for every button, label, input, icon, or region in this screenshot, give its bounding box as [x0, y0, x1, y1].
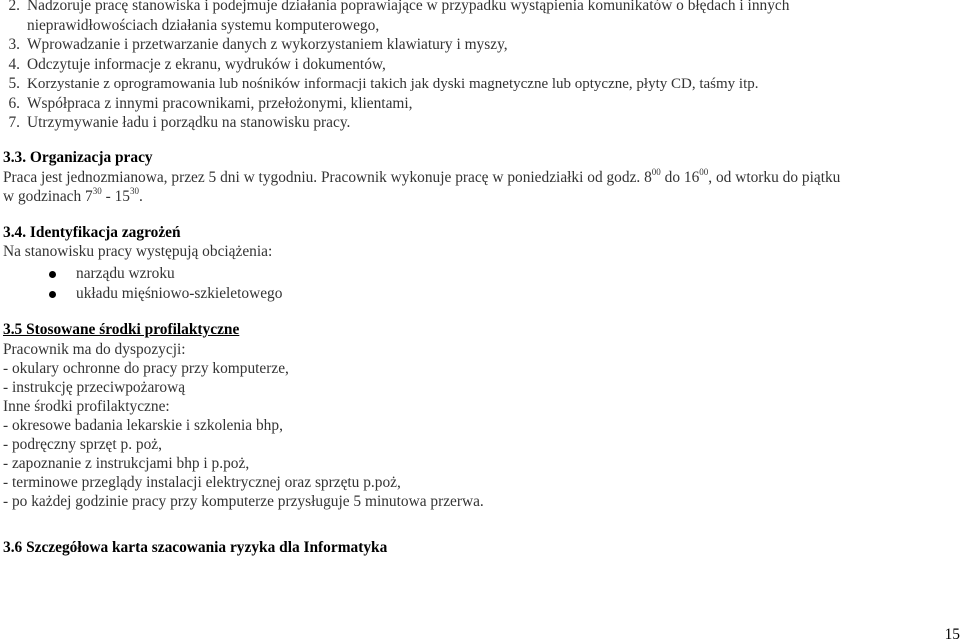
paragraph-text: - 15	[101, 188, 130, 205]
prevention-line: - okresowe badania lekarskie i szkolenia bhp,	[3, 417, 283, 434]
list-item-number: 4.	[8, 56, 20, 73]
list-item-text: nieprawidłowościach działania systemu komputerowego,	[27, 17, 380, 34]
work-schedule-paragraph-continuation	[3, 187, 143, 207]
paragraph-text: w godzinach 7	[3, 188, 93, 205]
prevention-line: Pracownik ma do dyspozycji:	[3, 341, 186, 358]
section-heading-3-5: 3.5 Stosowane środki profilaktyczne	[3, 321, 240, 338]
prevention-line: - instrukcję przeciwpożarową	[3, 379, 186, 396]
list-item-text: Odczytuje informacje z ekranu, wydruków i dokumentów,	[27, 56, 386, 73]
work-schedule-paragraph	[3, 168, 840, 188]
paragraph-text: Praca jest jednozmianowa, przez 5 dni w tygodniu. Pracownik wykonuje pracę w poniedziałki od godz. 8	[3, 169, 652, 186]
list-item-text: Wprowadzanie i przetwarzanie danych z wykorzystaniem klawiatury i myszy,	[27, 36, 508, 53]
list-item-number: 7.	[8, 114, 20, 131]
prevention-line: - terminowe przeglądy instalacji elektrycznej oraz sprzętu p.poż,	[3, 474, 401, 491]
list-item-text: Korzystanie z oprogramowania lub nośników informacji takich jak dyski magnetyczne lub optyczne, płyty CD, taśmy itp.	[27, 76, 759, 92]
prevention-line: - zapoznanie z instrukcjami bhp i p.poż,	[3, 455, 250, 472]
prevention-line: - podręczny sprzęt p. poż,	[3, 436, 162, 453]
superscript: 00	[699, 166, 709, 177]
section-heading-3-6: 3.6 Szczegółowa karta szacowania ryzyka dla Informatyka	[3, 539, 388, 556]
prevention-line: - okulary ochronne do pracy przy komputerze,	[3, 360, 289, 377]
superscript: 00	[651, 166, 661, 177]
list-item-number: 5.	[8, 75, 20, 92]
list-item-text: Nadzoruje pracę stanowiska i podejmuje działania poprawiające w przypadku wystąpienia komunikatów o błędach i innych	[27, 0, 790, 14]
bullet-text: układu mięśniowo-szkieletowego	[76, 285, 283, 302]
hazards-intro: Na stanowisku pracy występują obciążenia:	[3, 243, 273, 260]
list-item-text: Współpraca z innymi pracownikami, przełożonymi, klientami,	[27, 95, 413, 112]
section-heading-3-4: 3.4. Identyfikacja zagrożeń	[3, 224, 181, 241]
paragraph-text: .	[138, 188, 143, 205]
superscript: 30	[129, 185, 139, 196]
bullet-text: narządu wzroku	[76, 265, 175, 282]
list-item-text: Utrzymywanie ładu i porządku na stanowisku pracy.	[27, 114, 351, 131]
paragraph-text: do 16	[660, 169, 700, 186]
bullet-icon	[49, 291, 56, 298]
list-item-number: 2.	[8, 0, 20, 14]
superscript: 30	[92, 185, 102, 196]
paragraph-text: , od wtorku do piątku	[708, 169, 841, 186]
bullet-icon	[49, 271, 56, 278]
list-item-number: 3.	[8, 36, 20, 53]
list-item-number: 6.	[8, 95, 20, 112]
page-number: 15	[944, 626, 960, 643]
section-heading-3-3: 3.3. Organizacja pracy	[3, 149, 153, 166]
prevention-line: - po każdej godzinie pracy przy komputerze przysługuje 5 minutowa przerwa.	[3, 493, 484, 510]
prevention-line: Inne środki profilaktyczne:	[3, 398, 170, 415]
